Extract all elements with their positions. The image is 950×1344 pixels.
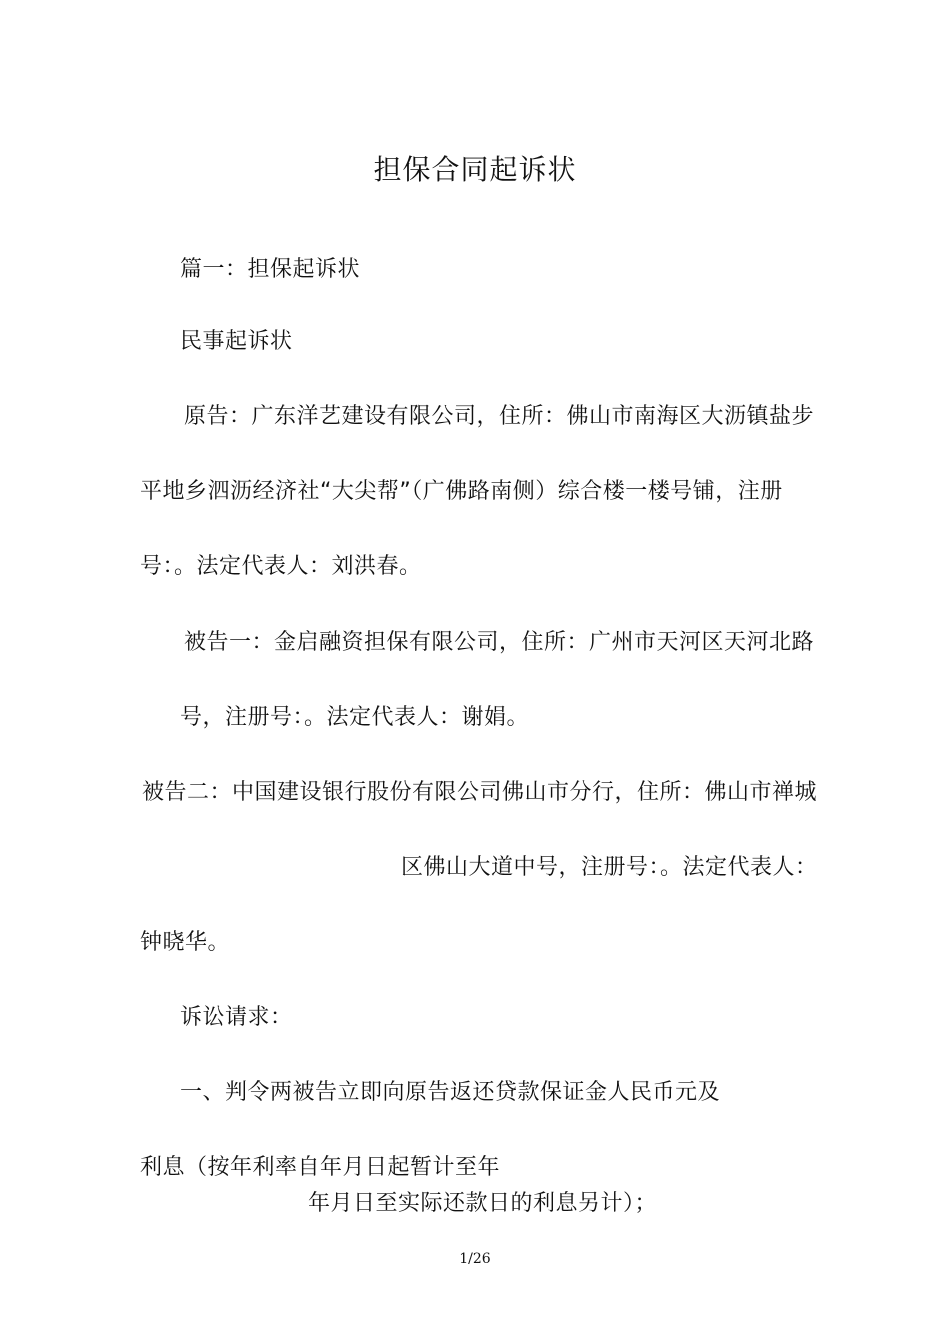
section-heading: 篇一：担保起诉状 [180, 257, 361, 282]
page-number: 1/26 [459, 1251, 491, 1267]
complaint-heading: 民事起诉状 [180, 329, 293, 354]
claim-1-line-2: 利息（按年利率自年月日起暂计至年 [140, 1155, 501, 1180]
plaintiff-line-2: 平地乡泗沥经济社“大尖帮”（广佛路南侧）综合楼一楼号铺，注册 [140, 479, 783, 504]
plaintiff-line-1: 原告：广东洋艺建设有限公司，住所：佛山市南海区大沥镇盐步 [184, 404, 815, 429]
claim-1-line-1: 一、判令两被告立即向原告返还贷款保证金人民币元及 [180, 1080, 721, 1105]
defendant-1-line-2: 号，注册号：。法定代表人：谢娟。 [180, 705, 530, 730]
document-title: 担保合同起诉状 [373, 153, 577, 186]
defendant-2-line-1: 被告二：中国建设银行股份有限公司佛山市分行，住所：佛山市禅城 [142, 780, 818, 805]
plaintiff-line-3: 号：。法定代表人：刘洪春。 [140, 554, 422, 579]
defendant-2-line-3: 钟晓华。 [140, 930, 231, 955]
defendant-2-line-2: 区佛山大道中号，注册号：。法定代表人： [401, 855, 818, 880]
claims-heading: 诉讼请求： [180, 1005, 293, 1030]
defendant-1-line-1: 被告一：金启融资担保有限公司，住所：广州市天河区天河北路 [184, 630, 815, 655]
claim-1-line-3: 年月日至实际还款日的利息另计）； [308, 1191, 658, 1216]
